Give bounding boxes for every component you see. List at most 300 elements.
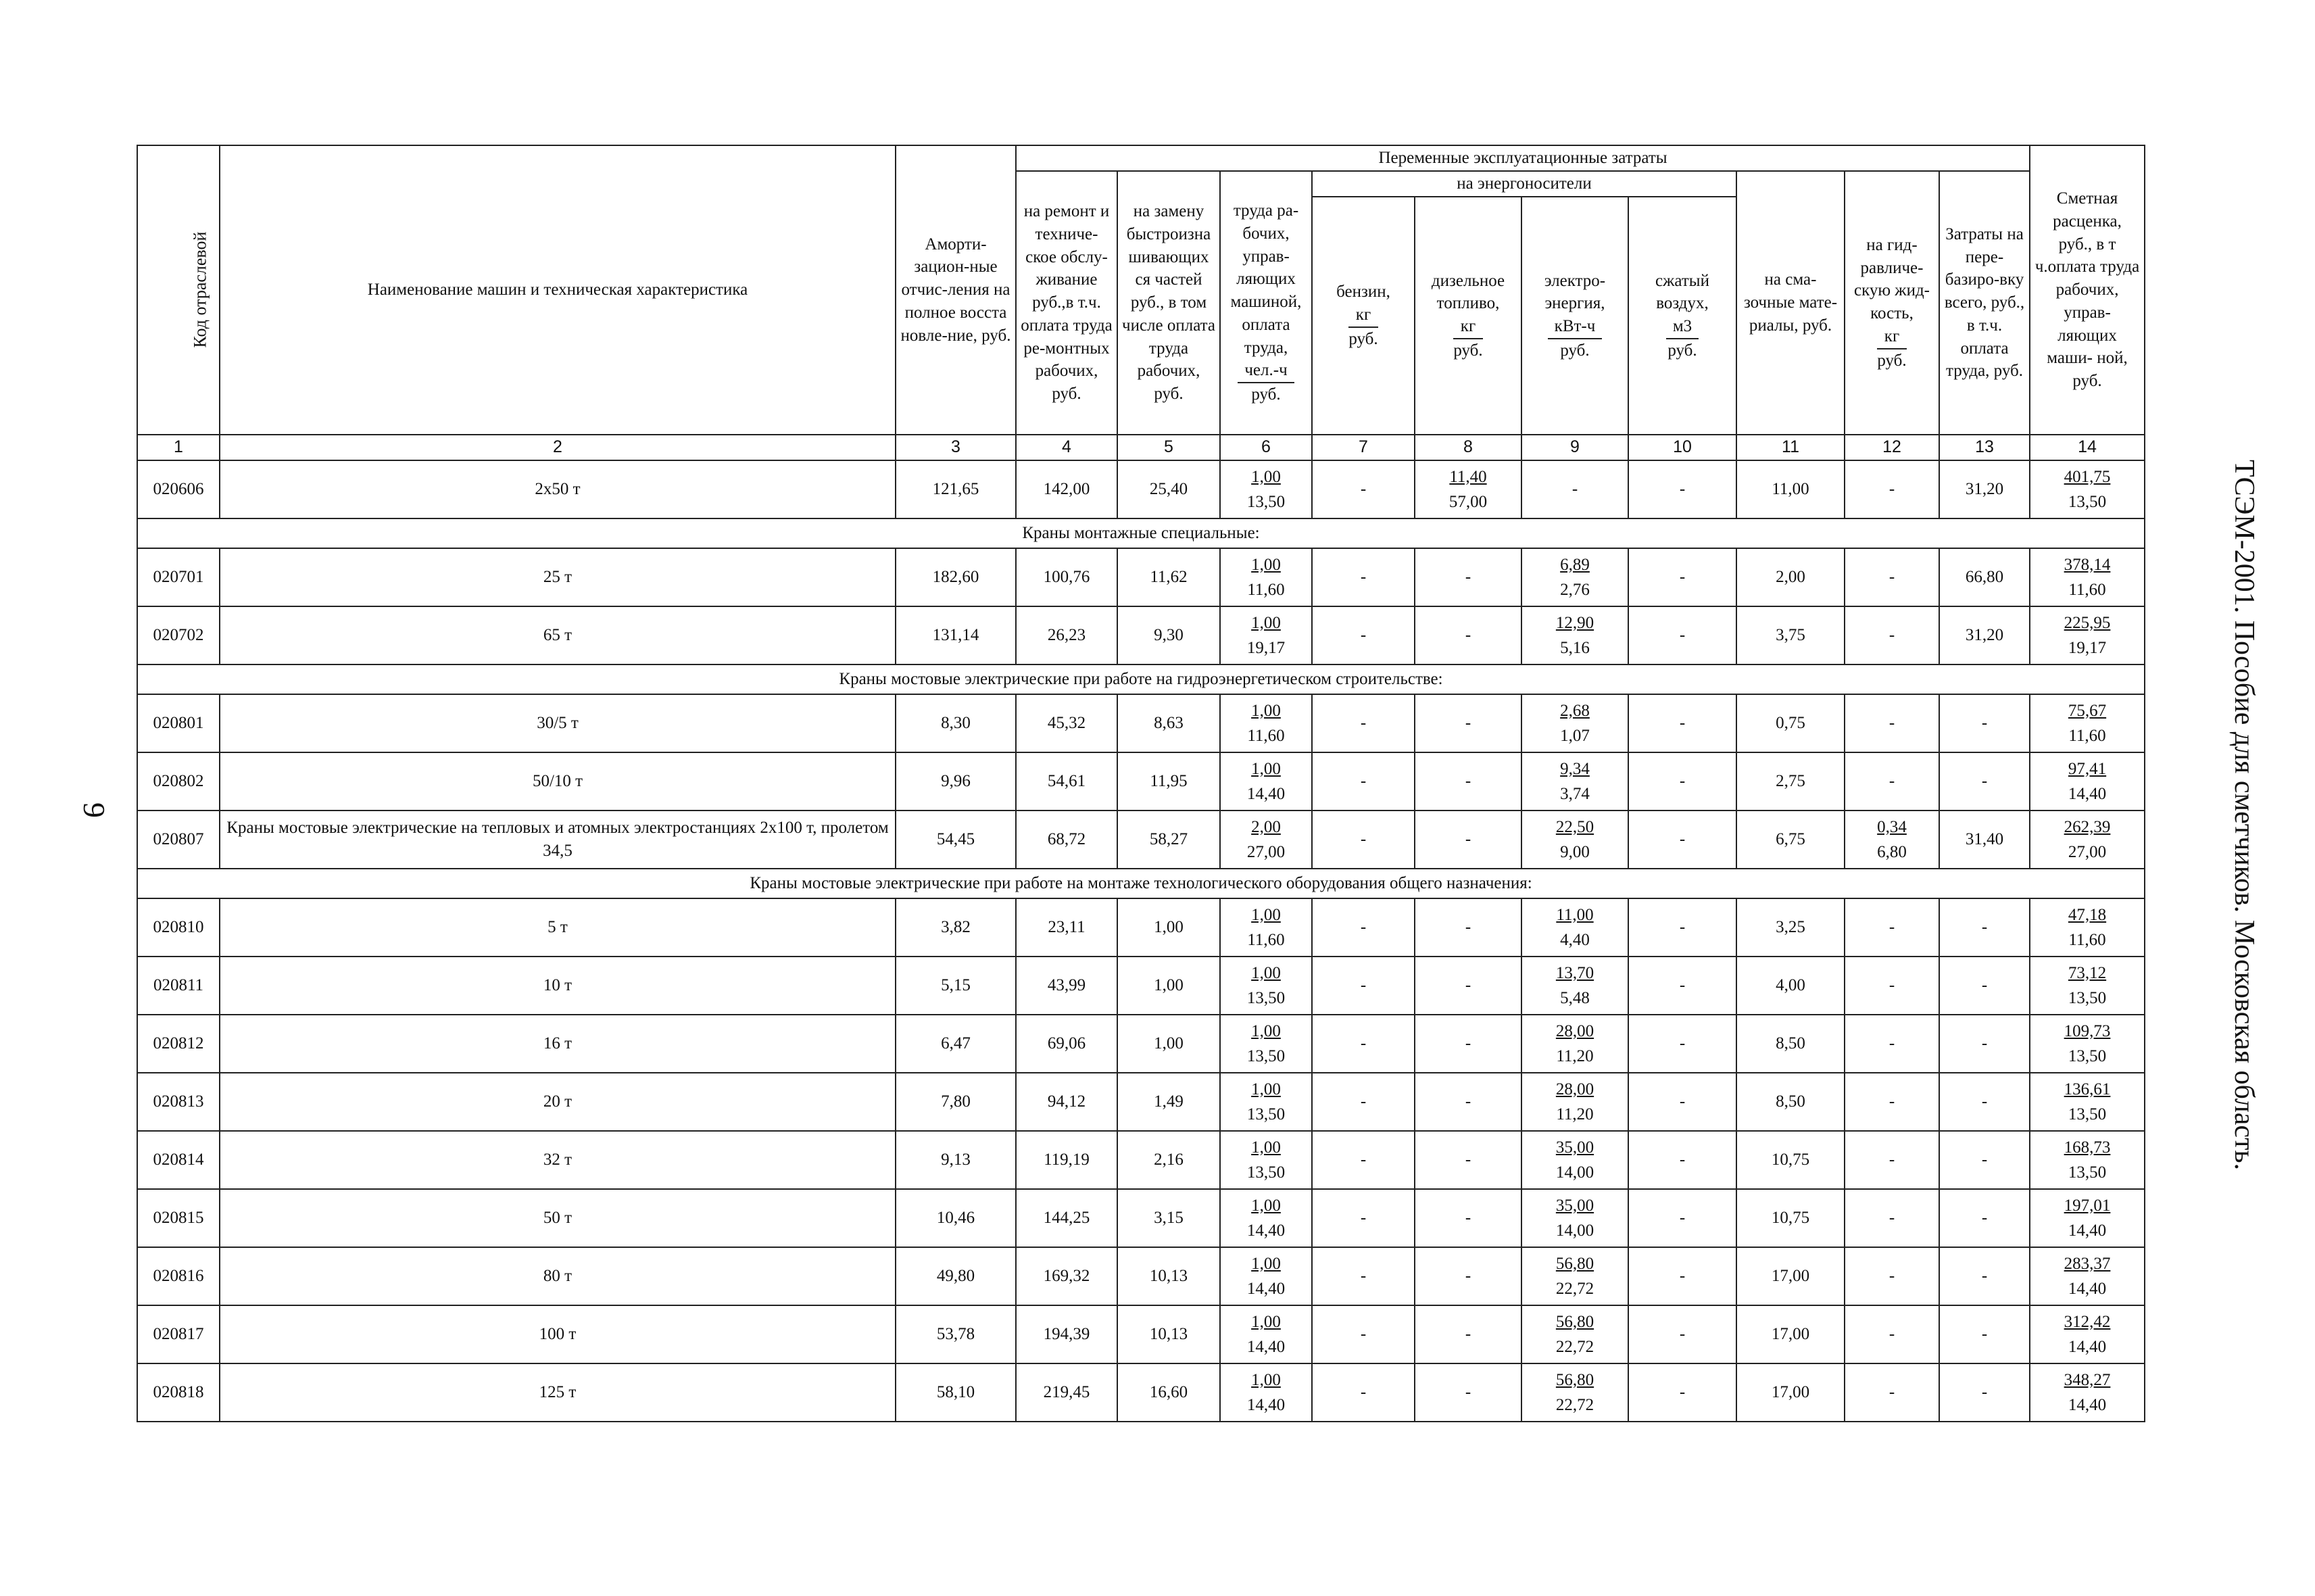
machine-name: 10 т: [220, 957, 896, 1015]
machine-name: 20 т: [220, 1073, 896, 1131]
relocation-cell: -: [1939, 1305, 2030, 1363]
fraction-numerator: 1,00: [1251, 1138, 1281, 1157]
gasoline-cell: -: [1312, 957, 1415, 1015]
electricity-cell: [1521, 752, 1628, 811]
diesel-cell: -: [1415, 898, 1521, 957]
fraction-denominator: 5,16: [1560, 639, 1590, 657]
machine-code: 020817: [137, 1305, 220, 1363]
diesel-cell: -: [1415, 606, 1521, 664]
labor-cell: [1220, 1363, 1312, 1422]
diesel-cell: -: [1415, 1189, 1521, 1247]
header-diesel: дизельное топливо, кг руб.: [1415, 197, 1521, 435]
repair-cell: 54,61: [1016, 752, 1117, 811]
fraction-denominator: 14,40: [2068, 1338, 2107, 1356]
machine-name: 25 т: [220, 548, 896, 606]
replace-parts-cell: 1,00: [1117, 957, 1220, 1015]
lubricant-cell: 8,50: [1736, 1015, 1845, 1073]
machine-code: 020702: [137, 606, 220, 664]
fraction-denominator: 22,72: [1555, 1338, 1594, 1356]
section-header-row: [137, 518, 2145, 548]
fraction-denominator: 1,07: [1560, 727, 1590, 745]
fraction-numerator: 9,34: [1560, 759, 1590, 778]
electricity-cell: -: [1521, 460, 1628, 518]
hydraulic-cell: -: [1845, 752, 1939, 811]
table-row: [137, 606, 2145, 664]
relocation-cell: -: [1939, 694, 2030, 752]
machine-code: 020818: [137, 1363, 220, 1422]
repair-cell: 142,00: [1016, 460, 1117, 518]
table-row: [137, 694, 2145, 752]
fraction-numerator: 1,00: [1251, 1080, 1281, 1098]
table-row: [137, 1247, 2145, 1305]
table-row: [137, 548, 2145, 606]
lubricant-cell: 11,00: [1736, 460, 1845, 518]
fraction-denominator: 11,20: [1556, 1047, 1594, 1065]
fraction-denominator: 14,40: [1246, 1338, 1286, 1356]
amortization-cell: 49,80: [896, 1247, 1016, 1305]
fraction-denominator: 14,00: [1555, 1222, 1594, 1240]
fraction-denominator: 13,50: [2068, 1047, 2107, 1065]
fraction-numerator: 312,42: [2064, 1312, 2111, 1331]
gasoline-cell: -: [1312, 1015, 1415, 1073]
replace-parts-cell: 1,00: [1117, 1015, 1220, 1073]
lubricant-cell: 8,50: [1736, 1073, 1845, 1131]
side-title: ТСЭМ-2001. Пособие для сметчиков. Московская область.: [2228, 460, 2260, 1171]
fraction-denominator: 13,50: [1246, 1163, 1286, 1182]
lubricant-cell: 6,75: [1736, 811, 1845, 869]
replace-parts-cell: 11,62: [1117, 548, 1220, 606]
repair-cell: 100,76: [1016, 548, 1117, 606]
fraction-denominator: 19,17: [1246, 639, 1286, 657]
lubricant-cell: 17,00: [1736, 1247, 1845, 1305]
machine-name: 30/5 т: [220, 694, 896, 752]
section-title: Краны мостовые электрические при работе на монтаже технологического оборудования общего назначения:: [137, 869, 2145, 898]
column-number: 6: [1220, 435, 1312, 460]
amortization-cell: 131,14: [896, 606, 1016, 664]
table-body: [137, 460, 2145, 1422]
amortization-cell: 9,96: [896, 752, 1016, 811]
replace-parts-cell: 8,63: [1117, 694, 1220, 752]
estimate-cell: [2030, 460, 2145, 518]
fraction-denominator: 11,60: [1247, 931, 1285, 949]
gasoline-cell: -: [1312, 1305, 1415, 1363]
fraction-numerator: 35,00: [1555, 1138, 1594, 1157]
diesel-cell: -: [1415, 1131, 1521, 1189]
machine-code: 020810: [137, 898, 220, 957]
fraction-numerator: 168,73: [2064, 1138, 2111, 1157]
estimate-cell: [2030, 694, 2145, 752]
estimate-cell: [2030, 1247, 2145, 1305]
electricity-cell: [1521, 1073, 1628, 1131]
labor-cell: [1220, 1305, 1312, 1363]
diesel-cell: [1415, 460, 1521, 518]
amortization-cell: 54,45: [896, 811, 1016, 869]
labor-cell: [1220, 1247, 1312, 1305]
fraction-numerator: 378,14: [2064, 555, 2111, 574]
hydraulic-cell: [1845, 811, 1939, 869]
compressed-air-cell: -: [1628, 548, 1736, 606]
labor-cell: [1220, 694, 1312, 752]
table-row: [137, 1363, 2145, 1422]
gasoline-cell: -: [1312, 548, 1415, 606]
estimate-cell: [2030, 1305, 2145, 1363]
fraction-numerator: 1,00: [1251, 1021, 1281, 1040]
header-estimate: Сметная расценка, руб., в т ч.оплата труда рабочих, управ-ляющих маши- ной, руб.: [2030, 145, 2145, 435]
fraction-numerator: 1,00: [1251, 759, 1281, 778]
column-number: 4: [1016, 435, 1117, 460]
machine-name: 125 т: [220, 1363, 896, 1422]
fraction-numerator: 1,00: [1251, 963, 1281, 982]
fraction-denominator: 4,40: [1560, 931, 1590, 949]
fraction-denominator: 57,00: [1448, 493, 1488, 511]
machine-code: 020815: [137, 1189, 220, 1247]
repair-cell: 94,12: [1016, 1073, 1117, 1131]
fraction-numerator: 136,61: [2064, 1080, 2111, 1098]
amortization-cell: 6,47: [896, 1015, 1016, 1073]
relocation-cell: -: [1939, 1131, 2030, 1189]
fraction-numerator: 28,00: [1555, 1021, 1594, 1040]
table-row: [137, 1131, 2145, 1189]
lubricant-cell: 10,75: [1736, 1189, 1845, 1247]
compressed-air-cell: -: [1628, 957, 1736, 1015]
electricity-cell: [1521, 1189, 1628, 1247]
machine-name: 65 т: [220, 606, 896, 664]
fraction-denominator: 14,40: [2068, 785, 2107, 803]
compressed-air-cell: -: [1628, 752, 1736, 811]
relocation-cell: -: [1939, 1015, 2030, 1073]
column-number: 9: [1521, 435, 1628, 460]
repair-cell: 219,45: [1016, 1363, 1117, 1422]
fraction-numerator: 1,00: [1251, 1254, 1281, 1273]
fraction-denominator: 27,00: [1246, 843, 1286, 861]
fraction-denominator: 11,60: [2068, 727, 2106, 745]
labor-cell: [1220, 606, 1312, 664]
fraction-denominator: 13,50: [1246, 1047, 1286, 1065]
machine-name: 100 т: [220, 1305, 896, 1363]
electricity-cell: [1521, 1305, 1628, 1363]
machine-code: 020701: [137, 548, 220, 606]
page-number: 9: [77, 802, 112, 818]
fraction-denominator: 13,50: [2068, 1163, 2107, 1182]
gasoline-cell: -: [1312, 752, 1415, 811]
fraction-numerator: 28,00: [1555, 1080, 1594, 1098]
diesel-cell: -: [1415, 752, 1521, 811]
relocation-cell: -: [1939, 957, 2030, 1015]
machine-name: 80 т: [220, 1247, 896, 1305]
fraction-numerator: 11,40: [1449, 467, 1487, 486]
fraction-numerator: 1,00: [1251, 701, 1281, 720]
machine-name: 32 т: [220, 1131, 896, 1189]
fraction-numerator: 283,37: [2064, 1254, 2111, 1273]
hydraulic-cell: -: [1845, 1131, 1939, 1189]
section-title: Краны монтажные специальные:: [137, 518, 2145, 548]
replace-parts-cell: 2,16: [1117, 1131, 1220, 1189]
machine-name: 2x50 т: [220, 460, 896, 518]
lubricant-cell: 10,75: [1736, 1131, 1845, 1189]
repair-cell: 45,32: [1016, 694, 1117, 752]
replace-parts-cell: 10,13: [1117, 1305, 1220, 1363]
replace-parts-cell: 1,49: [1117, 1073, 1220, 1131]
hydraulic-cell: -: [1845, 957, 1939, 1015]
fraction-denominator: 14,00: [1555, 1163, 1594, 1182]
fraction-denominator: 14,40: [2068, 1280, 2107, 1298]
header-amortization: Аморти-зацион-ные отчис-ления на полное восста новле-ние, руб.: [896, 145, 1016, 435]
labor-cell: [1220, 1189, 1312, 1247]
relocation-cell: -: [1939, 1247, 2030, 1305]
labor-cell: [1220, 548, 1312, 606]
estimate-cell: [2030, 1363, 2145, 1422]
lubricant-cell: 2,75: [1736, 752, 1845, 811]
machine-code: 020812: [137, 1015, 220, 1073]
amortization-cell: 53,78: [896, 1305, 1016, 1363]
compressed-air-cell: -: [1628, 1189, 1736, 1247]
electricity-cell: [1521, 606, 1628, 664]
relocation-cell: 31,20: [1939, 460, 2030, 518]
fraction-denominator: 14,40: [2068, 1396, 2107, 1414]
repair-cell: 26,23: [1016, 606, 1117, 664]
header-lubricant: на сма-зочные мате-риалы, руб.: [1736, 171, 1845, 435]
amortization-cell: 7,80: [896, 1073, 1016, 1131]
fraction-denominator: 14,40: [1246, 1396, 1286, 1414]
fraction-denominator: 13,50: [1246, 989, 1286, 1007]
fraction-denominator: 14,40: [1246, 785, 1286, 803]
replace-parts-cell: 3,15: [1117, 1189, 1220, 1247]
replace-parts-cell: 58,27: [1117, 811, 1220, 869]
electricity-cell: [1521, 1131, 1628, 1189]
fraction-numerator: 12,90: [1555, 613, 1594, 632]
compressed-air-cell: -: [1628, 1363, 1736, 1422]
electricity-cell: [1521, 957, 1628, 1015]
gasoline-cell: -: [1312, 898, 1415, 957]
estimate-cell: [2030, 752, 2145, 811]
machine-name: 50 т: [220, 1189, 896, 1247]
amortization-cell: 5,15: [896, 957, 1016, 1015]
replace-parts-cell: 11,95: [1117, 752, 1220, 811]
relocation-cell: -: [1939, 1363, 2030, 1422]
section-header-row: [137, 664, 2145, 694]
replace-parts-cell: 1,00: [1117, 898, 1220, 957]
relocation-cell: 31,20: [1939, 606, 2030, 664]
diesel-cell: -: [1415, 1247, 1521, 1305]
amortization-cell: 3,82: [896, 898, 1016, 957]
column-number: 7: [1312, 435, 1415, 460]
machine-code: 020606: [137, 460, 220, 518]
fraction-denominator: 11,20: [1556, 1105, 1594, 1123]
column-number: 13: [1939, 435, 2030, 460]
lubricant-cell: 3,25: [1736, 898, 1845, 957]
gasoline-cell: -: [1312, 1363, 1415, 1422]
fraction-denominator: 5,48: [1560, 989, 1590, 1007]
fraction-numerator: 262,39: [2064, 817, 2111, 836]
compressed-air-cell: -: [1628, 811, 1736, 869]
machine-code: 020801: [137, 694, 220, 752]
diesel-cell: -: [1415, 811, 1521, 869]
fraction-denominator: 22,72: [1555, 1280, 1594, 1298]
labor-cell: [1220, 1131, 1312, 1189]
gasoline-cell: -: [1312, 1247, 1415, 1305]
diesel-cell: -: [1415, 1015, 1521, 1073]
compressed-air-cell: -: [1628, 1073, 1736, 1131]
header-labor: труда ра-бочих, управ-ляющих машиной, оплата труда, чел.-ч руб.: [1220, 171, 1312, 435]
compressed-air-cell: -: [1628, 1305, 1736, 1363]
fraction-numerator: 197,01: [2064, 1196, 2111, 1215]
diesel-cell: -: [1415, 1305, 1521, 1363]
repair-cell: 69,06: [1016, 1015, 1117, 1073]
compressed-air-cell: -: [1628, 1015, 1736, 1073]
fraction-denominator: 14,40: [1246, 1222, 1286, 1240]
electricity-cell: [1521, 898, 1628, 957]
repair-cell: 144,25: [1016, 1189, 1117, 1247]
diesel-cell: -: [1415, 1363, 1521, 1422]
hydraulic-cell: -: [1845, 1363, 1939, 1422]
column-number: 3: [896, 435, 1016, 460]
table-row: [137, 898, 2145, 957]
machine-code: 020802: [137, 752, 220, 811]
machine-code: 020811: [137, 957, 220, 1015]
estimate-cell: [2030, 898, 2145, 957]
header-gasoline: бензин, кг руб.: [1312, 197, 1415, 435]
machine-code: 020816: [137, 1247, 220, 1305]
header-relocation: Затраты на пере-базиро-вку всего, руб., в т.ч. оплата труда, руб.: [1939, 171, 2030, 435]
column-number: 11: [1736, 435, 1845, 460]
amortization-cell: 182,60: [896, 548, 1016, 606]
machine-code: 020807: [137, 811, 220, 869]
column-number: 1: [137, 435, 220, 460]
electricity-cell: [1521, 811, 1628, 869]
lubricant-cell: 2,00: [1736, 548, 1845, 606]
section-title: Краны мостовые электрические при работе на гидроэнергетическом строительстве:: [137, 664, 2145, 694]
section-header-row: [137, 869, 2145, 898]
fraction-numerator: 75,67: [2068, 701, 2107, 720]
fraction-numerator: 1,00: [1251, 613, 1281, 632]
fraction-numerator: 2,68: [1560, 701, 1590, 720]
table-row: [137, 1015, 2145, 1073]
amortization-cell: 58,10: [896, 1363, 1016, 1422]
gasoline-cell: -: [1312, 460, 1415, 518]
labor-cell: [1220, 1015, 1312, 1073]
machine-name: 16 т: [220, 1015, 896, 1073]
fraction-numerator: 225,95: [2064, 613, 2111, 632]
lubricant-cell: 17,00: [1736, 1363, 1845, 1422]
header-energy: на энергоносители: [1312, 171, 1736, 197]
fraction-numerator: 56,80: [1555, 1370, 1594, 1389]
relocation-cell: -: [1939, 752, 2030, 811]
fraction-numerator: 1,00: [1251, 467, 1281, 486]
fraction-numerator: 56,80: [1555, 1312, 1594, 1331]
header-name: Наименование машин и техническая характеристика: [220, 145, 896, 435]
fraction-denominator: 9,00: [1560, 843, 1590, 861]
hydraulic-cell: -: [1845, 1305, 1939, 1363]
amortization-cell: 121,65: [896, 460, 1016, 518]
relocation-cell: 66,80: [1939, 548, 2030, 606]
fraction-denominator: 11,60: [1247, 727, 1285, 745]
replace-parts-cell: 10,13: [1117, 1247, 1220, 1305]
hydraulic-cell: -: [1845, 898, 1939, 957]
header-replace-parts: на замену быстроизна шивающих ся частей руб., в том числе оплата труда рабочих, руб.: [1117, 171, 1220, 435]
compressed-air-cell: -: [1628, 1247, 1736, 1305]
gasoline-cell: -: [1312, 694, 1415, 752]
estimate-cell: [2030, 1073, 2145, 1131]
labor-cell: [1220, 752, 1312, 811]
fraction-numerator: 401,75: [2064, 467, 2111, 486]
fraction-numerator: 35,00: [1555, 1196, 1594, 1215]
fraction-denominator: 14,40: [1246, 1280, 1286, 1298]
estimate-cell: [2030, 1131, 2145, 1189]
fraction-denominator: 22,72: [1555, 1396, 1594, 1414]
fraction-numerator: 2,00: [1251, 817, 1281, 836]
estimate-cell: [2030, 606, 2145, 664]
electricity-cell: [1521, 548, 1628, 606]
header-repair: на ремонт и техниче-ское обслу-живание руб.,в т.ч. оплата труда ре-монтных рабочих, руб.: [1016, 171, 1117, 435]
machine-code: 020813: [137, 1073, 220, 1131]
hydraulic-cell: -: [1845, 694, 1939, 752]
machine-code: 020814: [137, 1131, 220, 1189]
column-number: 12: [1845, 435, 1939, 460]
header-variable-costs: Переменные эксплуатационные затраты: [1016, 145, 2030, 171]
fraction-numerator: 1,00: [1251, 1312, 1281, 1331]
gasoline-cell: -: [1312, 811, 1415, 869]
fraction-denominator: 2,76: [1560, 581, 1590, 599]
table-row: [137, 1073, 2145, 1131]
column-number: 2: [220, 435, 896, 460]
fraction-numerator: 1,00: [1251, 1196, 1281, 1215]
repair-cell: 194,39: [1016, 1305, 1117, 1363]
relocation-cell: -: [1939, 1073, 2030, 1131]
relocation-cell: -: [1939, 898, 2030, 957]
compressed-air-cell: -: [1628, 1131, 1736, 1189]
fraction-denominator: 13,50: [2068, 1105, 2107, 1123]
amortization-cell: 8,30: [896, 694, 1016, 752]
fraction-numerator: 22,50: [1555, 817, 1594, 836]
fraction-denominator: 11,60: [2068, 931, 2106, 949]
repair-cell: 169,32: [1016, 1247, 1117, 1305]
lubricant-cell: 17,00: [1736, 1305, 1845, 1363]
column-number: 10: [1628, 435, 1736, 460]
table-row: [137, 957, 2145, 1015]
fraction-numerator: 348,27: [2064, 1370, 2111, 1389]
gasoline-cell: -: [1312, 1073, 1415, 1131]
compressed-air-cell: -: [1628, 898, 1736, 957]
repair-cell: 23,11: [1016, 898, 1117, 957]
repair-cell: 68,72: [1016, 811, 1117, 869]
fraction-numerator: 1,00: [1251, 555, 1281, 574]
electricity-cell: [1521, 694, 1628, 752]
estimate-cell: [2030, 811, 2145, 869]
relocation-cell: -: [1939, 1189, 2030, 1247]
hydraulic-cell: -: [1845, 1247, 1939, 1305]
fraction-numerator: 73,12: [2068, 963, 2107, 982]
fraction-numerator: 97,41: [2068, 759, 2107, 778]
hydraulic-cell: -: [1845, 1073, 1939, 1131]
column-number: 5: [1117, 435, 1220, 460]
lubricant-cell: 0,75: [1736, 694, 1845, 752]
diesel-cell: -: [1415, 1073, 1521, 1131]
hydraulic-cell: -: [1845, 1189, 1939, 1247]
labor-cell: [1220, 811, 1312, 869]
hydraulic-cell: -: [1845, 460, 1939, 518]
machine-name: 5 т: [220, 898, 896, 957]
diesel-cell: -: [1415, 694, 1521, 752]
lubricant-cell: 3,75: [1736, 606, 1845, 664]
fraction-denominator: 13,50: [2068, 493, 2107, 511]
column-number: 8: [1415, 435, 1521, 460]
estimate-cell: [2030, 957, 2145, 1015]
table-row: [137, 460, 2145, 518]
header-code: Код отраслевой: [137, 145, 220, 435]
estimate-cell: [2030, 1015, 2145, 1073]
electricity-cell: [1521, 1363, 1628, 1422]
diesel-cell: -: [1415, 548, 1521, 606]
